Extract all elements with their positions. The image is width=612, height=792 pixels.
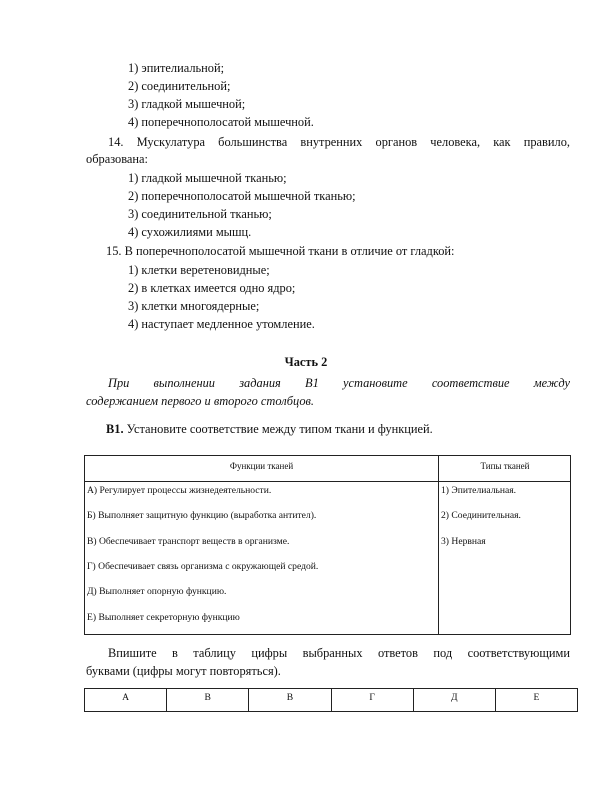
q15-option-3: 3) клетки многоядерные; <box>128 299 260 313</box>
function-item: А) Регулирует процессы жизнедеятельности. <box>87 485 272 496</box>
tissue-type-item: 2) Соединительная. <box>441 510 521 521</box>
b1-text: Установите соответствие между типом ткани и функцией. <box>126 422 433 436</box>
q14-option-4: 4) сухожилиями мышц. <box>128 225 252 239</box>
function-item: Б) Выполняет защитную функцию (выработка антител). <box>87 510 317 521</box>
matching-table <box>84 455 571 635</box>
answer-letter-cell: А <box>85 689 167 711</box>
tissue-type-item: 1) Эпителиальная. <box>441 485 517 496</box>
b1-label: В1. <box>106 422 124 436</box>
q13-option-3: 3) гладкой мышечной; <box>128 97 246 111</box>
q14-text-line2: образована: <box>86 152 148 166</box>
q14-option-1: 1) гладкой мышечной тканью; <box>128 171 287 185</box>
q15-option-2: 2) в клетках имеется одно ядро; <box>128 281 296 295</box>
answer-letter-cell: В <box>167 689 249 711</box>
q15-option-4: 4) наступает медленное утомление. <box>128 317 315 331</box>
header-types: Типы тканей <box>480 461 530 471</box>
q15-text: 15. В поперечнополосатой мышечной ткани в отличие от гладкой: <box>106 244 455 258</box>
answer-letter-cell: Е <box>533 692 540 703</box>
table-column-divider <box>438 456 439 634</box>
answer-instruction-line1: Впишите в таблицу цифры выбранных ответов под соответствующими <box>108 646 570 660</box>
answer-letter-cell: Г <box>332 689 414 711</box>
q14-text-line1: 14. Мускулатура большинства внутренних органов человека, как правило, <box>108 135 570 149</box>
q13-option-2: 2) соединительной; <box>128 79 231 93</box>
answer-letter-cell: В <box>249 689 331 711</box>
answer-instruction-line2: буквами (цифры могут повторяться). <box>86 664 281 678</box>
part2-title: Часть 2 <box>284 355 328 369</box>
answer-table <box>84 688 578 712</box>
q13-option-4: 4) поперечнополосатой мышечной. <box>128 115 314 129</box>
q13-option-1: 1) эпителиальной; <box>128 61 225 75</box>
header-functions: Функции тканей <box>229 461 294 471</box>
tissue-type-item: 3) Нервная <box>441 536 486 547</box>
q14-option-3: 3) соединительной тканью; <box>128 207 272 221</box>
function-item: В) Обеспечивает транспорт веществ в организме. <box>87 536 290 547</box>
q15-option-1: 1) клетки веретеновидные; <box>128 263 270 277</box>
function-item: Д) Выполняет опорную функцию. <box>87 586 227 597</box>
answer-letter-cell: Д <box>414 689 496 711</box>
part2-instruction-line1: При выполнении задания В1 установите соответствие между <box>108 376 570 390</box>
b1-task <box>106 421 433 437</box>
part2-instruction-line2: содержанием первого и второго столбцов. <box>86 394 315 408</box>
function-item: Е) Выполняет секреторную функцию <box>87 612 240 623</box>
q14-option-2: 2) поперечнополосатой мышечной тканью; <box>128 189 356 203</box>
function-item: Г) Обеспечивает связь организма с окружающей средой. <box>87 561 319 572</box>
